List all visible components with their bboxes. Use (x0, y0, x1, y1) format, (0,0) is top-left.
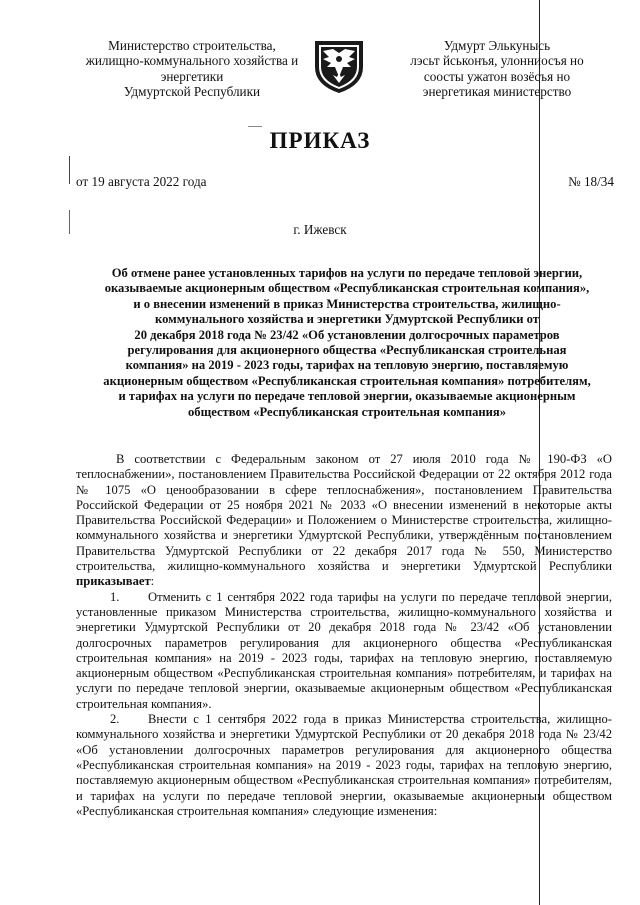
document-city: г. Ижевск (293, 222, 347, 237)
document-body (76, 452, 612, 819)
header-right-line: лэсьт йськонъя, улонниосъя но (410, 53, 584, 69)
subject-line: Об отмене ранее установленных тарифов на услуги по передаче тепловой энергии, (111, 266, 583, 280)
item-number: 2. (110, 712, 120, 727)
item-text: Отменить с 1 сентября 2022 года тарифы на услуги по передаче тепловой энергии, установленные приказом Министерства строительства, жилищно-коммунального хозяйства и энергетики Удмуртской Республики от 20 декабря 2018 года № 23/42 «Об установлении долгосрочных параметров регулирования для акционерного общества «Республиканская строительная компания» на 2019 - 2023 годы, тарифах на тепловую энергию, поставляемую акционерным обществом «Республиканская строительная компания» потребителям, и тарифах на услуги по передаче тепловой энергии, оказываемые акционерным обществом «Республиканская строительная компания». (76, 589, 612, 711)
header-left-line: Удмуртской Республики (123, 83, 261, 99)
subject-line: регулирования для акционерного общества «Республиканская строительная (127, 343, 567, 358)
document-number: № 18/34 (568, 174, 614, 189)
order-item-1 (76, 590, 612, 712)
subject-line: коммунального хозяйства и энергетики Удмуртской Республики от (155, 312, 539, 327)
preamble-paragraph (76, 452, 612, 590)
order-item-2 (76, 712, 612, 819)
subject-line: и тарифах на услуги по передаче тепловой энергии, оказываемые акционерным (118, 389, 576, 404)
header-right-line: соосты ужатон возёсъя но (423, 68, 571, 84)
subject-line: оказываемые акционерным обществом «Республиканская строительная компания», (104, 281, 590, 296)
preamble-decree-word: приказывает (76, 574, 151, 589)
subject-line: компания» на 2019 - 2023 годы, тарифах на тепловую энергию, поставляемую (125, 358, 569, 373)
ministry-name-udmurt (393, 38, 601, 99)
subject-line: и о внесении изменений в приказ Министерства строительства, жилищно- (133, 296, 561, 311)
ministry-name-russian (72, 38, 312, 99)
subject-line: акционерным обществом «Республиканская строительная компания» потребителям, (103, 373, 591, 388)
preamble-text: В соответствии с Федеральным законом от 27 июля 2010 года № 190-ФЗ «О теплоснабжении», постановлением Правительства Российской Федерации от 22 октября 2012 года № 1075 «О ценообразовании в сфере теплоснабжения», постановлением Правительства Российской Федерации от 25 ноября 2021 № 2033 «О внесении изменений в некоторые акты Правительства Российской Федерации» и Положением о Министерстве строительства, жилищно-коммунального хозяйства и энергетики Удмуртской Республики, утверждённым постановлением Правительства Удмуртской Республики от 22 декабря 2017 года № 550, Министерство строительства, жилищно-коммунального хозяйства и энергетики Удмуртской Республики (76, 452, 612, 574)
item-number: 1. (110, 589, 120, 604)
header-right-line: Удмурт Элькунысь (443, 38, 551, 53)
udmurtia-emblem-icon (311, 37, 367, 95)
item-text: Внести с 1 сентября 2022 года в приказ Министерства строительства, жилищно-коммунального хозяйства и энергетики Удмуртской Республики от 20 декабря 2018 года № 23/42 «Об установлении долгосрочных параметров регулирования для акционерного общества «Республиканская строительная компания» на 2019 - 2023 годы, тарифах на тепловую энергию, поставляемую акционерным обществом «Республиканская строительная компания» потребителям, и тарифах на услуги по передаче тепловой энергии, оказываемые акционерным обществом «Республиканская строительная компания» следующие изменения: (76, 712, 612, 818)
header-left-line: Министерство строительства, (108, 38, 276, 53)
document-subject (76, 266, 618, 420)
document-date: от 19 августа 2022 года (76, 174, 207, 189)
scan-artifact-dot (248, 126, 262, 127)
subject-line: 20 декабря 2018 года № 23/42 «Об установлении долгосрочных параметров (134, 327, 560, 342)
subject-line: обществом «Республиканская строительная компания» (187, 404, 507, 419)
preamble-colon: : (150, 574, 155, 589)
document-title: ПРИКАЗ (269, 128, 371, 153)
header-left-line: энергетики (160, 68, 224, 84)
header-left-line: жилищно-коммунального хозяйства и (85, 53, 299, 69)
scan-artifact-mark (69, 156, 70, 184)
header-right-line: энергетикая министерство (422, 83, 572, 99)
